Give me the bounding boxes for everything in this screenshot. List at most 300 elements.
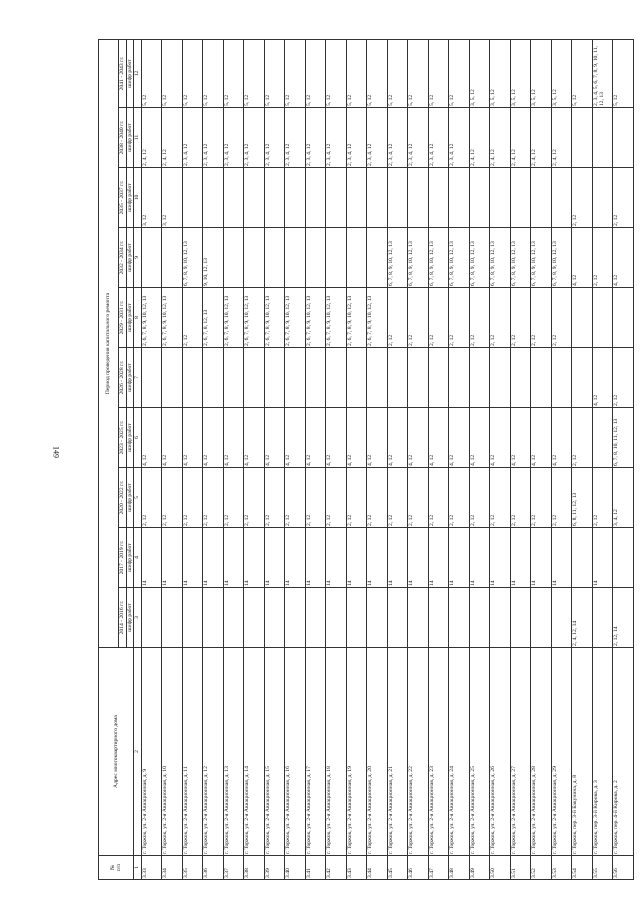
work-codes-cell: 2, 12 — [326, 468, 347, 528]
work-codes-cell: 2, 4, 12 — [469, 108, 490, 168]
table-row — [367, 39, 388, 879]
work-codes-cell: 2, 3, 4, 12 — [367, 108, 388, 168]
work-codes-cell — [387, 348, 408, 408]
row-number: 3.41 — [305, 856, 326, 880]
row-number: 3.55 — [592, 856, 613, 880]
work-codes-cell: 2, 12 — [162, 468, 183, 528]
work-codes-cell — [223, 588, 244, 648]
work-codes-cell: 2, 12 — [572, 408, 593, 468]
header-column-number: 3 — [134, 588, 141, 648]
work-codes-cell: 2, 12 — [285, 468, 306, 528]
work-codes-cell: 3, 12 — [162, 168, 183, 228]
work-codes-cell — [203, 348, 224, 408]
header-sublabel: шифр работ — [127, 288, 134, 348]
work-codes-cell — [613, 108, 634, 168]
header-column-number: 2 — [134, 648, 141, 856]
row-number: 3.36 — [203, 856, 224, 880]
work-codes-cell: 4, 12 — [203, 408, 224, 468]
work-codes-cell: 4, 12 — [162, 408, 183, 468]
work-codes-cell: 2, 3, 4, 12 — [449, 108, 470, 168]
work-codes-cell — [449, 588, 470, 648]
row-number: 3.53 — [551, 856, 572, 880]
work-codes-cell: 2, 3, 4, 12 — [285, 108, 306, 168]
work-codes-cell — [490, 168, 511, 228]
work-codes-cell: 14 — [141, 528, 162, 588]
work-codes-cell: 2, 12 — [510, 288, 531, 348]
work-codes-cell — [305, 228, 326, 288]
work-codes-cell: 14 — [162, 528, 183, 588]
header-year-period: 2020 - 2022 гг. — [119, 468, 127, 528]
work-codes-cell — [285, 348, 306, 408]
header-sublabel: шифр работ — [127, 468, 134, 528]
work-codes-cell: 2, 4, 12 — [531, 108, 552, 168]
table-body — [141, 39, 633, 879]
work-codes-cell: 2, 4, 12 — [510, 108, 531, 168]
header-year-period: 2038 - 2040 гг. — [119, 108, 127, 168]
work-codes-cell: 2, 3, 4, 12 — [428, 108, 449, 168]
work-codes-cell: 2, 6, 7, 8, 9, 10, 12, 13 — [141, 288, 162, 348]
work-codes-cell: 2, 3, 4, 12 — [182, 108, 203, 168]
work-codes-cell: 14 — [244, 528, 265, 588]
work-codes-cell — [141, 228, 162, 288]
work-codes-cell: 2, 6, 7, 8, 12, 13 — [203, 288, 224, 348]
work-codes-cell — [387, 168, 408, 228]
row-address: г. Торжок, ул. 2-я Авиационная, д. 24 — [449, 648, 470, 856]
work-codes-cell — [305, 348, 326, 408]
work-codes-cell: 6, 7, 8, 9, 10, 12, 13 — [510, 228, 531, 288]
work-codes-cell: 2, 12 — [428, 288, 449, 348]
work-codes-cell: 4, 12 — [531, 408, 552, 468]
work-codes-cell: 4, 12 — [613, 228, 634, 288]
row-address: г. Торжок, пер. 3-й Кирова, д. 3 — [592, 648, 613, 856]
work-codes-cell: 6, 7, 8, 9, 10, 12, 13 — [490, 228, 511, 288]
work-codes-cell: 2, 12 — [387, 468, 408, 528]
work-codes-cell — [203, 588, 224, 648]
work-codes-cell: 2, 6, 7, 8, 9, 10, 12, 13 — [367, 288, 388, 348]
header-year-period: 2026 - 2028 гг. — [119, 348, 127, 408]
work-codes-cell: 3, 4, 12 — [613, 468, 634, 528]
table-row — [141, 39, 162, 879]
table-row — [162, 39, 183, 879]
work-codes-cell — [367, 588, 388, 648]
work-codes-cell: 5, 12 — [223, 39, 244, 107]
header-column-number: 5 — [134, 468, 141, 528]
work-codes-cell: 2, 6, 7, 8, 9, 10, 12, 13 — [346, 288, 367, 348]
work-codes-cell: 14 — [367, 528, 388, 588]
work-codes-cell: 2, 12 — [490, 468, 511, 528]
work-codes-cell — [326, 588, 347, 648]
work-codes-cell: 2, 4, 12 — [162, 108, 183, 168]
work-codes-cell: 2, 12 — [264, 468, 285, 528]
work-codes-cell: 14 — [223, 528, 244, 588]
header-column-numbers-row — [134, 39, 141, 879]
header-sublabel: шифр работ — [127, 228, 134, 288]
work-codes-cell: 4, 12 — [572, 228, 593, 288]
work-codes-cell: 2, 12 — [408, 468, 429, 528]
work-codes-cell: 5, 12 — [264, 39, 285, 107]
row-number: 3.48 — [449, 856, 470, 880]
header-year-period: 2017 - 2019 гг. — [119, 528, 127, 588]
header-column-number: 10 — [134, 168, 141, 228]
work-codes-cell: 5, 12 — [203, 39, 224, 107]
row-address: г. Торжок, ул. 2-я Авиационная, д. 12 — [203, 648, 224, 856]
work-codes-cell: 2, 12 — [531, 468, 552, 528]
work-codes-cell: 2, 12 — [223, 468, 244, 528]
work-codes-cell — [490, 588, 511, 648]
work-codes-cell: 2, 12, 14 — [613, 588, 634, 648]
work-codes-cell: 5, 12 — [285, 39, 306, 107]
work-codes-cell — [490, 348, 511, 408]
work-codes-cell — [182, 588, 203, 648]
work-codes-cell — [572, 528, 593, 588]
header-sublabel: шифр работ — [127, 168, 134, 228]
work-codes-cell: 2, 3, 4, 12 — [203, 108, 224, 168]
work-codes-cell — [510, 168, 531, 228]
header-sublabel: шифр работ — [127, 528, 134, 588]
work-codes-cell: 2, 12 — [551, 288, 572, 348]
row-number: 3.33 — [141, 856, 162, 880]
work-codes-cell — [244, 588, 265, 648]
work-codes-cell — [551, 588, 572, 648]
header-column-number: 8 — [134, 288, 141, 348]
work-codes-cell: 14 — [264, 528, 285, 588]
work-codes-cell: 4, 12 — [490, 408, 511, 468]
work-codes-cell: 5, 12 — [613, 39, 634, 107]
work-codes-cell: 3, 5, 12 — [510, 39, 531, 107]
work-codes-cell — [592, 108, 613, 168]
table-row — [572, 39, 593, 879]
row-number: 3.46 — [408, 856, 429, 880]
work-codes-cell — [223, 168, 244, 228]
header-num: № п/п — [99, 856, 134, 880]
header-column-number: 12 — [134, 39, 141, 107]
work-codes-cell: 2, 3, 4, 5, 6, 7, 8, 9, 10, 11, 12, 13 — [592, 39, 613, 107]
work-codes-cell: 6, 7, 8, 9, 10, 12, 13 — [387, 228, 408, 288]
work-codes-cell: 9, 10, 12, 13 — [203, 228, 224, 288]
work-codes-cell — [285, 588, 306, 648]
work-codes-cell: 4, 12 — [592, 348, 613, 408]
work-codes-cell — [244, 168, 265, 228]
work-codes-cell: 5, 12 — [572, 39, 593, 107]
work-codes-cell: 14 — [449, 528, 470, 588]
work-codes-cell: 4, 12 — [305, 408, 326, 468]
work-codes-cell — [449, 348, 470, 408]
work-codes-cell — [305, 168, 326, 228]
work-codes-cell: 14 — [592, 528, 613, 588]
work-codes-cell: 3, 5, 12 — [490, 39, 511, 107]
work-codes-cell: 2, 12 — [449, 468, 470, 528]
work-codes-cell: 2, 12 — [182, 468, 203, 528]
work-codes-cell: 2, 12 — [203, 468, 224, 528]
header-sublabel: шифр работ — [127, 588, 134, 648]
table-row — [223, 39, 244, 879]
work-codes-cell: 2, 3, 4, 12 — [223, 108, 244, 168]
work-codes-cell: 6, 7, 8, 9, 10, 12, 13 — [428, 228, 449, 288]
row-address: г. Торжок, ул. 2-я Авиационная, д. 20 — [367, 648, 388, 856]
work-codes-cell: 5, 12 — [428, 39, 449, 107]
work-codes-cell — [551, 348, 572, 408]
header-column-number: 4 — [134, 528, 141, 588]
row-address: г. Торжок, ул. 2-я Авиационная, д. 25 — [469, 648, 490, 856]
work-codes-cell — [244, 228, 265, 288]
work-codes-cell: 6, 7, 8, 9, 10, 12, 13 — [449, 228, 470, 288]
work-codes-cell: 14 — [490, 528, 511, 588]
work-codes-cell — [203, 168, 224, 228]
work-codes-cell: 4, 12 — [551, 408, 572, 468]
work-codes-cell: 5, 12 — [346, 39, 367, 107]
work-codes-cell: 4, 12 — [449, 408, 470, 468]
header-column-number: 9 — [134, 228, 141, 288]
work-codes-cell: 2, 12 — [141, 468, 162, 528]
work-codes-cell: 2, 12 — [408, 288, 429, 348]
work-codes-cell — [531, 588, 552, 648]
work-codes-cell: 2, 12 — [428, 468, 449, 528]
table-row — [531, 39, 552, 879]
work-codes-cell: 14 — [469, 528, 490, 588]
header-sublabel: шифр работ — [127, 108, 134, 168]
header-year-period: 2014 - 2016 гг. — [119, 588, 127, 648]
work-codes-cell: 14 — [285, 528, 306, 588]
row-number: 3.35 — [182, 856, 203, 880]
work-codes-cell: 4, 12 — [428, 408, 449, 468]
row-number: 3.34 — [162, 856, 183, 880]
page-number: 149 — [51, 446, 61, 458]
header-year-period: 2032 - 2034 гг. — [119, 228, 127, 288]
work-codes-cell — [223, 348, 244, 408]
header-sublabel: шифр работ — [127, 408, 134, 468]
work-codes-cell — [469, 588, 490, 648]
table-row — [326, 39, 347, 879]
work-codes-cell: 6, 7, 8, 9, 10, 12, 13 — [408, 228, 429, 288]
header-period: Период проведения капитального ремонта — [99, 39, 119, 647]
work-codes-cell: 14 — [428, 528, 449, 588]
header-sublabel: шифр работ — [127, 348, 134, 408]
row-number: 3.43 — [346, 856, 367, 880]
work-codes-cell: 14 — [408, 528, 429, 588]
work-codes-cell: 2, 3, 4, 12 — [387, 108, 408, 168]
row-number: 3.44 — [367, 856, 388, 880]
work-codes-cell: 2, 12 — [613, 168, 634, 228]
work-codes-cell: 5, 12 — [367, 39, 388, 107]
row-address: г. Торжок, ул. 2-я Авиационная, д. 15 — [264, 648, 285, 856]
work-codes-cell: 2, 6, 7, 8, 9, 10, 12, 13 — [326, 288, 347, 348]
work-codes-cell — [592, 168, 613, 228]
work-codes-cell — [346, 228, 367, 288]
work-codes-cell: 2, 3, 4, 12 — [408, 108, 429, 168]
table-row — [613, 39, 634, 879]
table-row — [408, 39, 429, 879]
work-codes-cell: 2, 12 — [305, 468, 326, 528]
work-codes-cell — [408, 168, 429, 228]
work-codes-cell: 2, 6, 7, 8, 9, 10, 12, 13 — [285, 288, 306, 348]
row-address: г. Торжок, ул. 2-я Авиационная, д. 13 — [223, 648, 244, 856]
work-codes-cell: 2, 12 — [510, 468, 531, 528]
work-codes-cell: 2, 12 — [490, 288, 511, 348]
work-codes-cell — [613, 288, 634, 348]
row-address: г. Торжок, пер. 4-й Кирова, д. 2 — [613, 648, 634, 856]
work-codes-cell: 2, 4, 12, 14 — [572, 588, 593, 648]
work-codes-cell — [592, 408, 613, 468]
row-number: 3.54 — [572, 856, 593, 880]
work-codes-cell — [428, 588, 449, 648]
work-codes-cell: 2, 6, 7, 8, 9, 10, 12, 13 — [264, 288, 285, 348]
work-codes-cell — [592, 288, 613, 348]
capital-repair-table — [98, 39, 634, 880]
work-codes-cell — [408, 588, 429, 648]
work-codes-cell: 2, 12 — [592, 228, 613, 288]
work-codes-cell — [264, 348, 285, 408]
work-codes-cell: 3, 12 — [141, 168, 162, 228]
row-address: г. Торжок, ул. 2-я Авиационная, д. 19 — [346, 648, 367, 856]
header-column-number: 7 — [134, 348, 141, 408]
work-codes-cell — [162, 228, 183, 288]
work-codes-cell: 2, 12 — [572, 168, 593, 228]
work-codes-cell: 2, 4, 12 — [141, 108, 162, 168]
table-row — [428, 39, 449, 879]
work-codes-cell — [162, 348, 183, 408]
work-codes-cell: 2, 12 — [613, 348, 634, 408]
work-codes-cell: 2, 4, 12 — [551, 108, 572, 168]
table-row — [449, 39, 470, 879]
work-codes-cell — [510, 588, 531, 648]
rotated-page-content — [98, 40, 619, 880]
row-address: г. Торжок, ул. 2-я Авиационная, д. 22 — [408, 648, 429, 856]
work-codes-cell: 14 — [551, 528, 572, 588]
table-row — [346, 39, 367, 879]
work-codes-cell: 14 — [305, 528, 326, 588]
table-row — [469, 39, 490, 879]
work-codes-cell: 4, 12 — [264, 408, 285, 468]
work-codes-cell — [326, 168, 347, 228]
work-codes-cell: 6, 7, 8, 9, 10, 12, 13 — [551, 228, 572, 288]
table-row — [285, 39, 306, 879]
work-codes-cell — [551, 168, 572, 228]
work-codes-cell: 2, 6, 7, 8, 9, 10, 12, 13 — [223, 288, 244, 348]
work-codes-cell: 5, 12 — [305, 39, 326, 107]
work-codes-cell — [428, 168, 449, 228]
row-address: г. Торжок, пер. 3-й Бакунина, д. 8 — [572, 648, 593, 856]
header-year-period: 2035 - 2037 гг. — [119, 168, 127, 228]
header-column-number: 1 — [134, 856, 141, 880]
work-codes-cell — [387, 588, 408, 648]
work-codes-cell: 4, 12 — [510, 408, 531, 468]
work-codes-cell: 4, 12 — [244, 408, 265, 468]
work-codes-cell: 14 — [387, 528, 408, 588]
work-codes-cell — [182, 168, 203, 228]
work-codes-cell: 6, 7, 8, 9, 10, 12, 13 — [531, 228, 552, 288]
row-address: г. Торжок, ул. 2-я Авиационная, д. 21 — [387, 648, 408, 856]
work-codes-cell: 6, 8, 11, 12, 13 — [572, 468, 593, 528]
work-codes-cell: 2, 12 — [469, 468, 490, 528]
work-codes-cell: 2, 12 — [182, 288, 203, 348]
work-codes-cell: 4, 12 — [223, 408, 244, 468]
work-codes-cell: 5, 12 — [244, 39, 265, 107]
work-codes-cell: 4, 12 — [387, 408, 408, 468]
work-codes-cell — [346, 588, 367, 648]
work-codes-cell — [305, 588, 326, 648]
work-codes-cell — [367, 228, 388, 288]
work-codes-cell — [223, 228, 244, 288]
work-codes-cell — [449, 168, 470, 228]
table-row — [551, 39, 572, 879]
work-codes-cell — [572, 108, 593, 168]
work-codes-cell: 2, 6, 7, 8, 9, 10, 12, 13 — [305, 288, 326, 348]
work-codes-cell: 2, 3, 4, 12 — [346, 108, 367, 168]
work-codes-cell: 3, 5, 12 — [469, 39, 490, 107]
work-codes-cell: 4, 12 — [285, 408, 306, 468]
work-codes-cell: 14 — [203, 528, 224, 588]
row-address: г. Торжок, ул. 2-я Авиационная, д. 29 — [551, 648, 572, 856]
work-codes-cell — [428, 348, 449, 408]
work-codes-cell: 2, 4, 12 — [490, 108, 511, 168]
work-codes-cell — [346, 168, 367, 228]
work-codes-cell: 2, 3, 4, 12 — [244, 108, 265, 168]
work-codes-cell — [531, 348, 552, 408]
table-row — [490, 39, 511, 879]
row-number: 3.45 — [387, 856, 408, 880]
work-codes-cell: 2, 3, 4, 12 — [326, 108, 347, 168]
work-codes-cell — [510, 348, 531, 408]
header-year-period: 2023 - 2025 гг. — [119, 408, 127, 468]
work-codes-cell: 4, 12 — [182, 408, 203, 468]
work-codes-cell — [285, 168, 306, 228]
work-codes-cell: 6, 7, 8, 9, 10, 12, 13 — [469, 228, 490, 288]
row-address: г. Торжок, ул. 2-я Авиационная, д. 16 — [285, 648, 306, 856]
work-codes-cell: 6, 7, 8, 9, 10, 12, 13 — [182, 228, 203, 288]
work-codes-cell: 5, 12 — [408, 39, 429, 107]
table-row — [305, 39, 326, 879]
work-codes-cell — [613, 528, 634, 588]
table-row — [264, 39, 285, 879]
table-header — [99, 39, 142, 879]
work-codes-cell: 6, 7, 8, 10, 11, 12, 13 — [613, 408, 634, 468]
work-codes-cell: 14 — [182, 528, 203, 588]
row-address: г. Торжок, ул. 2-я Авиационная, д. 9 — [141, 648, 162, 856]
header-year-period: 2041 - 2043 гг. — [119, 39, 127, 107]
row-address: г. Торжок, ул. 2-я Авиационная, д. 11 — [182, 648, 203, 856]
work-codes-cell — [141, 588, 162, 648]
row-number: 3.38 — [244, 856, 265, 880]
work-codes-cell — [531, 168, 552, 228]
work-codes-cell: 2, 12 — [551, 468, 572, 528]
work-codes-cell — [285, 228, 306, 288]
row-number: 3.42 — [326, 856, 347, 880]
work-codes-cell: 5, 12 — [387, 39, 408, 107]
header-sublabel: шифр работ — [127, 39, 134, 107]
work-codes-cell — [264, 168, 285, 228]
work-codes-cell: 5, 12 — [326, 39, 347, 107]
work-codes-cell — [367, 168, 388, 228]
work-codes-cell: 4, 12 — [367, 408, 388, 468]
header-column-number: 11 — [134, 108, 141, 168]
work-codes-cell: 3, 5, 12 — [551, 39, 572, 107]
work-codes-cell: 14 — [346, 528, 367, 588]
row-number: 3.39 — [264, 856, 285, 880]
work-codes-cell — [592, 588, 613, 648]
work-codes-cell — [408, 348, 429, 408]
work-codes-cell: 2, 12 — [449, 288, 470, 348]
row-address: г. Торжок, ул. 2-я Авиационная, д. 18 — [326, 648, 347, 856]
work-codes-cell — [264, 228, 285, 288]
header-column-number: 6 — [134, 408, 141, 468]
row-number: 3.49 — [469, 856, 490, 880]
work-codes-cell — [162, 588, 183, 648]
work-codes-cell: 14 — [510, 528, 531, 588]
work-codes-cell — [182, 348, 203, 408]
row-number: 3.47 — [428, 856, 449, 880]
table-row — [387, 39, 408, 879]
work-codes-cell: 2, 12 — [244, 468, 265, 528]
